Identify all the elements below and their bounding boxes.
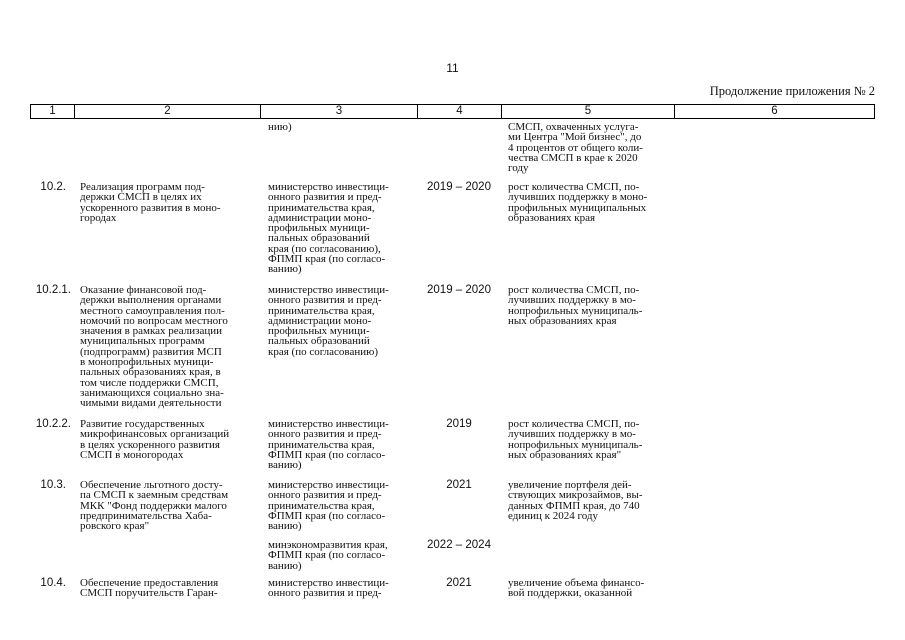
row-period: 2019 – 2020 <box>427 181 491 193</box>
row-executor: министерство инвестици- онного развития и пред- <box>268 577 389 600</box>
row-result: увеличение объема финансо- вой поддержки, оказанной <box>508 577 645 600</box>
row-name: Развитие государственных микрофинансовых организаций в целях ускоренного развития СМСП в моногородах <box>80 418 230 461</box>
row-number: 10.4. <box>40 577 66 589</box>
row-executor: минэкономразвития края, ФПМП края (по согласо- ванию) <box>268 539 388 572</box>
row-period: 2022 – 2024 <box>427 539 491 551</box>
continued-executor: нию) <box>268 121 292 133</box>
row-number: 10.3. <box>40 479 66 491</box>
row-result: рост количества СМСП, по- лучивших поддержку в мо- нопрофильных муниципаль- ных образованиях края" <box>508 418 643 461</box>
row-period: 2019 – 2020 <box>427 284 491 296</box>
row-result: рост количества СМСП, по- лучивших поддержку в мо- нопрофильных муниципаль- ных образованиях края <box>508 284 643 327</box>
row-result: рост количества СМСП, по- лучивших поддержку в моно- профильных муниципальных образованиях края <box>508 181 648 224</box>
row-executor: министерство инвестици- онного развития и пред- принимательства края, ФПМП края (по согласо- ванию) <box>268 418 389 472</box>
column-header-4: 4 <box>418 105 502 118</box>
row-name: Обеспечение предоставления СМСП поручительств Гаран- <box>80 577 219 600</box>
row-executor: министерство инвестици- онного развития и пред- принимательства края, администрации моно- профильных муници- пальных образований края (по согласованию) <box>268 284 389 358</box>
row-number: 10.2.2. <box>35 418 71 430</box>
column-header-3: 3 <box>261 105 418 118</box>
row-period: 2021 <box>446 479 472 491</box>
continued-result: СМСП, охваченных услуга- ми Центра "Мой бизнес", до 4 процентов от общего коли- чества СМСП в крае к 2020 году <box>508 121 643 175</box>
row-name: Реализация программ под- держки СМСП в целях их ускоренного развития в моно- городах <box>80 181 221 224</box>
column-header-5: 5 <box>502 105 675 118</box>
row-result: увеличение портфеля дей- ствующих микрозаймов, вы- данных ФПМП края, до 740 единиц к 2024 году <box>508 479 643 522</box>
column-header-2: 2 <box>75 105 261 118</box>
row-executor: министерство инвестици- онного развития и пред- принимательства края, ФПМП края (по согласо- ванию) <box>268 479 389 533</box>
appendix-caption: Продолжение приложения № 2 <box>709 84 875 98</box>
row-period: 2019 <box>446 418 472 430</box>
row-executor: министерство инвестици- онного развития и пред- принимательства края, администрации моно- профильных муници- пальных образований края (по согласованию), ФПМП края (по согласо- ванию) <box>268 181 389 276</box>
table-header-row <box>30 104 875 119</box>
row-name: Оказание финансовой под- держки выполнения органами местного самоуправления пол- номочий по вопросам местного значения в рамках реализации муниципальных программ (подпрограмм) развития МСП в монопрофильных муници- пальных образованиях края, в том числе поддержки СМСП, занимающихся социально зна- чимыми видами деятельности <box>80 284 228 410</box>
row-name: Обеспечение льготного досту- па СМСП к заемным средствам МКК "Фонд поддержки малого предпринимательства Хаба- ровского края" <box>80 479 229 533</box>
page-number: 11 <box>446 61 459 75</box>
row-number: 10.2.1. <box>35 284 71 296</box>
column-header-1: 1 <box>31 105 75 118</box>
column-header-6: 6 <box>771 105 778 117</box>
row-period: 2021 <box>446 577 472 589</box>
row-number: 10.2. <box>40 181 66 193</box>
